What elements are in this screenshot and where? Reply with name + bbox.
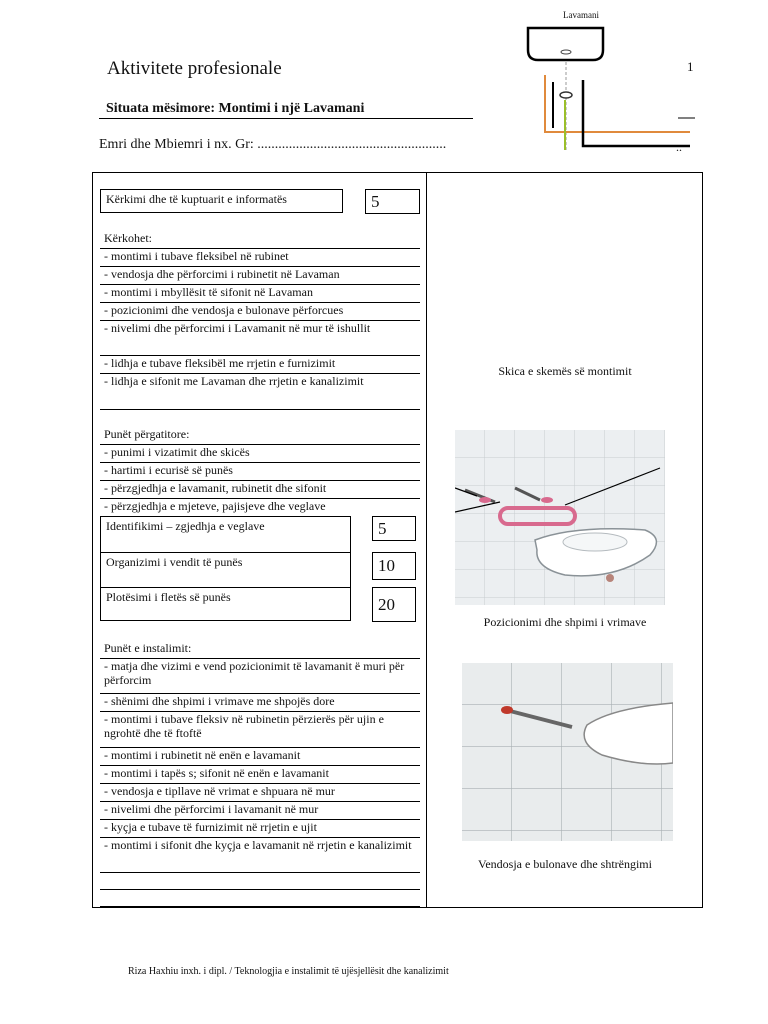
- install-item: - montimi i rubinetit në enën e lavamanit: [100, 748, 420, 766]
- page-number: 1: [687, 59, 694, 74]
- footer-credit: Riza Haxhiu inxh. i dipl. / Teknologjia e instalimit të ujësjellësit dhe kanalizimit: [128, 966, 449, 977]
- install-item: - nivelimi dhe përforcimi i lavamanit në mur: [100, 802, 420, 820]
- situation-title: Situata mësimore: Montimi i një Lavamani: [106, 101, 365, 116]
- prep-item: - përzgjedhja e lavamanit, rubinetit dhe sifonit: [100, 481, 420, 499]
- prep-item: - punimi i vizatimit dhe skicës: [100, 445, 420, 463]
- blank-row: [100, 890, 420, 907]
- drain-shape: [561, 50, 571, 54]
- page-title: Aktivitete profesionale: [107, 58, 282, 79]
- blank-row: [100, 873, 420, 890]
- required-item: - vendosja dhe përforcimi i rubinetit në Lavaman: [100, 267, 420, 285]
- tile-wall-shape: [455, 430, 665, 605]
- student-name-field[interactable]: [99, 137, 446, 153]
- install-item: - montimi i tubave fleksiv në rubinetin përzierës për ujin e ngrohtë dhe të ftoftë: [100, 712, 420, 748]
- required-item: - montimi i tubave fleksibel në rubinet: [100, 249, 420, 267]
- sink-basin-shape: [528, 28, 603, 60]
- required-item: - montimi i mbyllësit të sifonit në Lavaman: [100, 285, 420, 303]
- score-label-tools: Identifikimi – zgjedhja e veglave: [100, 516, 351, 553]
- nut-shape: [606, 574, 614, 582]
- column-divider: [426, 172, 427, 908]
- trap-shape: [560, 92, 572, 98]
- plug-shape: [501, 706, 513, 714]
- student-name-separator: :: [249, 137, 254, 152]
- install-label: Punët e instalimit:: [100, 641, 420, 659]
- caption-bolts: Vendosja e bulonave dhe shtrëngimi: [478, 857, 652, 871]
- caption-positioning: Pozicionimi dhe shpimi i vrimave: [483, 615, 647, 629]
- score-label-workplace: Organizimi i vendit të punës: [100, 552, 351, 588]
- drain-pipe: [583, 80, 690, 146]
- diagram-tail: ..: [676, 140, 682, 154]
- plug-shape: [479, 497, 491, 503]
- diagram-label: Lavamani: [563, 10, 599, 20]
- basin-shape: [563, 533, 627, 551]
- sink-diagram: [515, 20, 695, 155]
- research-score: 5: [365, 189, 420, 214]
- subtitle-underline: [99, 118, 473, 119]
- student-name-label: Emri dhe Mbiemri i nx. Gr: [99, 137, 250, 152]
- install-item: - montimi i sifonit dhe kyçja e lavamanit në rrjetin e kanalizimit: [100, 838, 420, 873]
- install-item: - shënimi dhe shpimi i vrimave me shpojës dore: [100, 694, 420, 712]
- required-label: Kërkohet:: [100, 231, 420, 249]
- plug-shape: [541, 497, 553, 503]
- prep-item: - hartimi i ecurisë së punës: [100, 463, 420, 481]
- prep-item: - përzgjedhja e mjeteve, pajisjeve dhe veglave: [104, 499, 326, 513]
- research-title: Kërkimi dhe të kuptuarit e informatës: [100, 189, 343, 213]
- required-item: - lidhja e sifonit me Lavaman dhe rrjetin e kanalizimit: [100, 374, 420, 410]
- student-name-dots: ......................................................: [257, 137, 447, 152]
- score-value-tools: 5: [372, 516, 416, 541]
- score-value-worksheet: 20: [372, 587, 416, 622]
- install-item: - montimi i tapës s; sifonit në enën e lavamanit: [100, 766, 420, 784]
- bolts-illustration: [462, 663, 673, 841]
- caption-sketch: Skica e skemës së montimit: [498, 364, 632, 378]
- install-item: - kyçja e tubave të furnizimit në rrjetin e ujit: [100, 820, 420, 838]
- required-item: - nivelimi dhe përforcimi i Lavamanit në mur të ishullit: [100, 321, 420, 356]
- score-value-workplace: 10: [372, 552, 416, 580]
- positioning-illustration: [455, 430, 665, 605]
- install-item: - vendosja e tipllave në vrimat e shpuara në mur: [100, 784, 420, 802]
- install-item: - matja dhe vizimi e vend pozicionimit të lavamanit ë muri për përforcim: [100, 659, 420, 694]
- prep-label: Punët përgatitore:: [100, 427, 420, 445]
- score-label-worksheet: Plotësimi i fletës së punës: [100, 587, 351, 621]
- required-item: - pozicionimi dhe vendosja e bulonave përforcues: [100, 303, 420, 321]
- hot-water-pipe: [545, 75, 690, 132]
- required-item: - lidhja e tubave fleksibël me rrjetin e furnizimit: [100, 356, 420, 374]
